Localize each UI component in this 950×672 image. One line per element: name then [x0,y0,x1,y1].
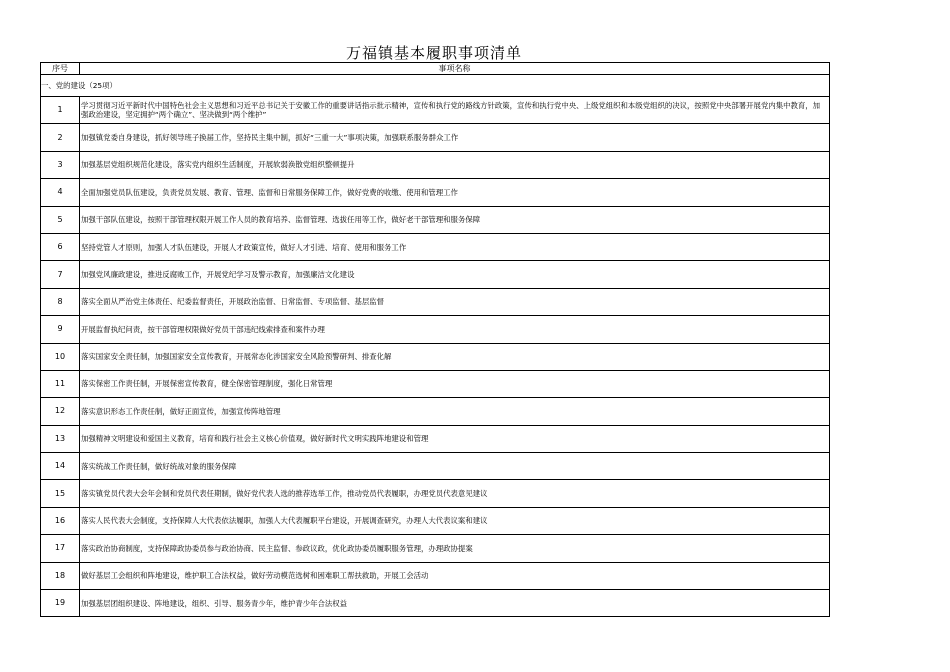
section-title: 一、党的建设（25项） [41,75,830,97]
row-number: 3 [41,151,80,178]
row-text: 落实全面从严治党主体责任、纪委监督责任，开展政治监督、日常监督、专项监督、基层监督 [80,288,830,315]
row-number: 13 [41,425,80,452]
page-title: 万福镇基本履职事项清单 [345,44,522,62]
row-text: 落实国家安全责任制，加强国家安全宣传教育，开展常态化涉国家安全风险预警研判、排查化解 [80,343,830,370]
row-text: 落实人民代表大会制度，支持保障人大代表依法履职，加强人大代表履职平台建设，开展调查研究，办理人大代表议案和建议 [80,507,830,534]
table-row [41,206,830,233]
table-row [41,316,830,343]
table-row [41,370,830,397]
row-text: 加强干部队伍建设，按照干部管理权限开展工作人员的教育培养、监督管理、选拔任用等工作，做好老干部管理和服务保障 [80,206,830,233]
row-text: 做好基层工会组织和阵地建设，维护职工合法权益，做好劳动模范选树和困难职工帮扶救助，开展工会活动 [80,562,830,589]
row-number: 9 [41,316,80,343]
table-row [41,179,830,206]
duty-table [40,62,830,617]
table-row [41,480,830,507]
row-text: 坚持党管人才原则，加强人才队伍建设，开展人才政策宣传，做好人才引进、培育、使用和服务工作 [80,233,830,260]
table-row [41,97,830,124]
table-row [41,233,830,260]
row-text: 落实意识形态工作责任制，做好正面宣传，加强宣传阵地管理 [80,398,830,425]
row-number: 2 [41,124,80,151]
row-text: 落实保密工作责任制，开展保密宣传教育，健全保密管理制度，强化日常管理 [80,370,830,397]
row-text: 开展监督执纪问责，按干部管理权限做好党员干部违纪线索排查和案件办理 [80,316,830,343]
row-text: 学习贯彻习近平新时代中国特色社会主义思想和习近平总书记关于安徽工作的重要讲话指示批示精神，宣传和执行党的路线方针政策，宣传和执行党中央、上级党组织和本级党组织的决议，按照党中央部署开展党内集中教育，加强政治建设，坚定拥护“两个确立”、坚决做到“两个维护” [80,97,830,124]
row-number: 5 [41,206,80,233]
row-number: 8 [41,288,80,315]
row-number: 7 [41,261,80,288]
row-text: 落实政治协商制度，支持保障政协委员参与政治协商、民主监督、参政议政，优化政协委员履职服务管理，办理政协提案 [80,535,830,562]
table-row [41,590,830,617]
row-text: 加强镇党委自身建设，抓好领导班子换届工作，坚持民主集中制，抓好“三重一大”事项决策，加强联系服务群众工作 [80,124,830,151]
header-row [41,63,830,75]
table-row [41,535,830,562]
table-row [41,124,830,151]
table-row [41,425,830,452]
header-name: 事项名称 [80,63,830,75]
row-number: 10 [41,343,80,370]
row-number: 6 [41,233,80,260]
table-row [41,288,830,315]
row-text: 全面加强党员队伍建设，负责党员发展、教育、管理、监督和日常服务保障工作，做好党费的收缴、使用和管理工作 [80,179,830,206]
table-row [41,398,830,425]
row-number: 19 [41,590,80,617]
row-number: 11 [41,370,80,397]
row-text: 加强精神文明建设和爱国主义教育，培育和践行社会主义核心价值观，做好新时代文明实践阵地建设和管理 [80,425,830,452]
row-number: 1 [41,97,80,124]
row-number: 17 [41,535,80,562]
table-row [41,343,830,370]
row-text: 加强基层团组织建设、阵地建设，组织、引导、服务青少年，维护青少年合法权益 [80,590,830,617]
row-text: 落实统战工作责任制，做好统战对象的服务保障 [80,453,830,480]
table-row [41,562,830,589]
table-row [41,453,830,480]
row-number: 4 [41,179,80,206]
table-row [41,151,830,178]
header-index: 序号 [41,63,80,75]
row-text: 落实镇党员代表大会年会制和党员代表任期制，做好党代表人选的推荐选举工作，推动党员代表履职，办理党员代表意见建议 [80,480,830,507]
row-number: 15 [41,480,80,507]
table-row [41,261,830,288]
row-number: 14 [41,453,80,480]
row-number: 12 [41,398,80,425]
row-number: 16 [41,507,80,534]
row-number: 18 [41,562,80,589]
table-row [41,507,830,534]
row-text: 加强基层党组织规范化建设，落实党内组织生活制度，开展软弱涣散党组织整顿提升 [80,151,830,178]
section-row [41,75,830,97]
row-text: 加强党风廉政建设，推进反腐败工作，开展党纪学习及警示教育，加强廉洁文化建设 [80,261,830,288]
